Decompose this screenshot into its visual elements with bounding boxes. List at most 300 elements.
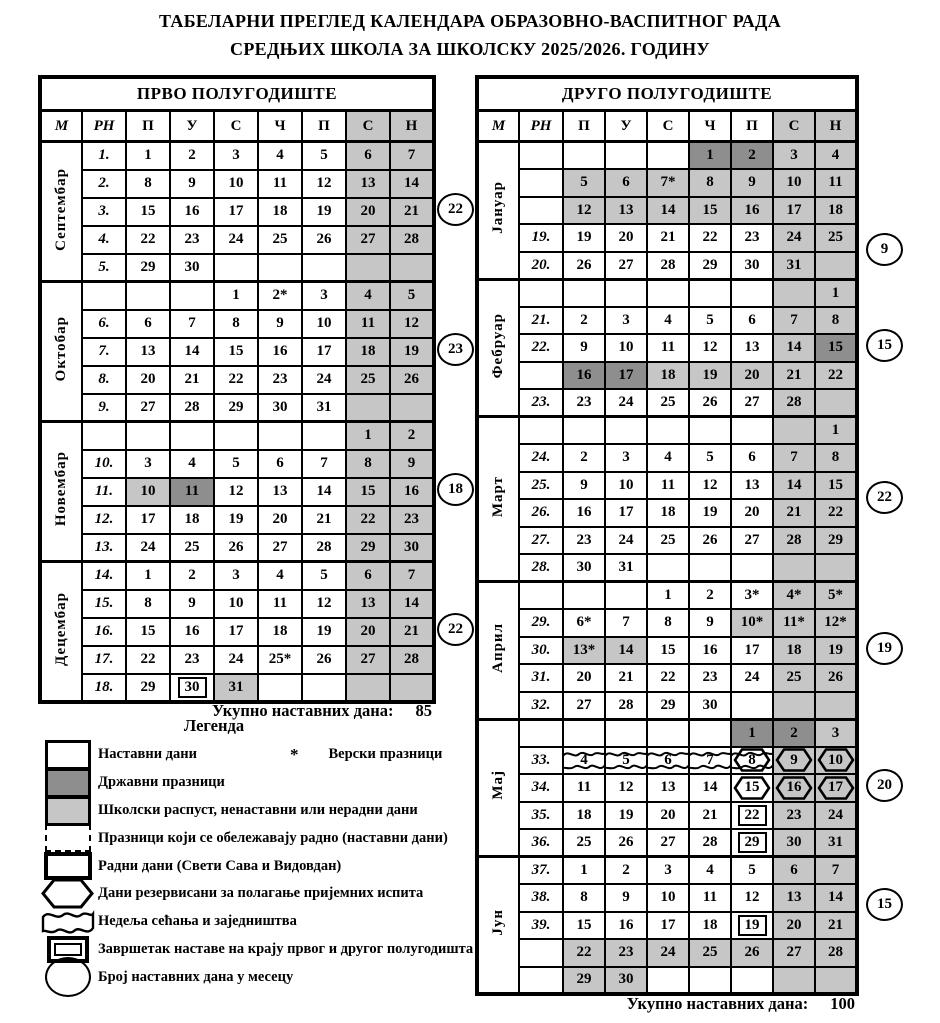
day-number: 30 bbox=[272, 398, 288, 415]
day-number: 3 bbox=[790, 147, 798, 163]
day-number: 11 bbox=[184, 483, 200, 499]
day-cell bbox=[815, 829, 857, 857]
day-number: 30 bbox=[618, 971, 634, 988]
day-cell bbox=[605, 307, 647, 335]
day-cell bbox=[815, 582, 857, 610]
day-number: 10 bbox=[618, 476, 634, 493]
day-cell bbox=[126, 534, 170, 562]
day-number: 7 bbox=[790, 449, 798, 466]
page-title-line2: СРЕДЊИХ ШКОЛА ЗА ШКОЛСКУ 2025/2026. ГОДИНУ bbox=[230, 39, 710, 59]
day-number: 21 bbox=[702, 806, 718, 823]
month-label bbox=[477, 417, 519, 582]
day-cell bbox=[563, 582, 605, 610]
day-number: 5 bbox=[232, 455, 240, 471]
day-number: 17 bbox=[618, 504, 634, 521]
day-cell bbox=[214, 534, 258, 562]
day-cell bbox=[605, 142, 647, 170]
day-header-cell: П bbox=[563, 111, 605, 142]
legend bbox=[38, 741, 558, 991]
day-cell bbox=[170, 142, 214, 170]
day-cell bbox=[731, 609, 773, 637]
day-number: 12 bbox=[316, 175, 332, 191]
day-cell bbox=[214, 590, 258, 618]
day-cell bbox=[346, 618, 390, 646]
day-cell bbox=[731, 967, 773, 995]
legend-swatch bbox=[38, 824, 98, 852]
day-cell bbox=[302, 170, 346, 198]
day-header-cell: Ч bbox=[258, 111, 302, 142]
day-cell bbox=[731, 362, 773, 390]
day-number: 22 bbox=[660, 669, 676, 686]
day-cell bbox=[346, 394, 390, 422]
day-number: 15 bbox=[576, 916, 592, 933]
day-cell bbox=[773, 169, 815, 197]
day-number: 6 bbox=[364, 147, 372, 164]
day-cell bbox=[563, 499, 605, 527]
day-number: 20 bbox=[744, 504, 760, 521]
day-cell bbox=[170, 282, 214, 310]
day-cell bbox=[302, 450, 346, 478]
day-cell bbox=[258, 310, 302, 338]
day-cell bbox=[126, 674, 170, 702]
day-cell bbox=[390, 366, 434, 394]
day-number: 3 bbox=[232, 567, 240, 584]
day-number: 25 bbox=[828, 229, 843, 246]
day-cell bbox=[647, 857, 689, 885]
day-cell bbox=[689, 967, 731, 995]
day-number: 18 bbox=[576, 806, 592, 823]
day-number: 19 bbox=[618, 806, 634, 823]
day-number: 17 bbox=[228, 203, 244, 219]
day-header-cell: С bbox=[214, 111, 258, 142]
day-cell bbox=[214, 450, 258, 478]
month-name: Новембар bbox=[53, 451, 69, 527]
day-cell bbox=[258, 618, 302, 646]
month-name: Март bbox=[490, 475, 506, 518]
day-number: 16 bbox=[702, 641, 718, 658]
day-number: 14 bbox=[618, 641, 634, 658]
legend-item bbox=[38, 741, 558, 769]
legend-swatch bbox=[38, 908, 98, 936]
day-number: 17 bbox=[618, 366, 634, 383]
legend-swatch bbox=[38, 769, 98, 797]
day-number: 4 bbox=[188, 455, 196, 471]
day-number: 31 bbox=[828, 834, 843, 850]
day-number: 26 bbox=[404, 371, 419, 387]
month-label bbox=[477, 142, 519, 280]
day-cell bbox=[214, 618, 258, 646]
month-label bbox=[40, 562, 82, 702]
legend-title: Легенда bbox=[183, 716, 245, 735]
day-number: 11 bbox=[702, 889, 718, 906]
day-cell bbox=[563, 802, 605, 830]
day-cell bbox=[731, 554, 773, 582]
day-number: 27 bbox=[660, 834, 676, 850]
day-cell bbox=[815, 637, 857, 665]
day-cell bbox=[346, 450, 390, 478]
day-number: 9 bbox=[580, 339, 588, 356]
day-number: 27 bbox=[272, 538, 288, 555]
teaching-days-count-badge: 23 bbox=[437, 333, 474, 366]
day-cell bbox=[126, 618, 170, 646]
day-cell bbox=[731, 664, 773, 692]
day-cell bbox=[731, 939, 773, 967]
day-number: 21 bbox=[404, 203, 419, 219]
day-cell bbox=[214, 674, 258, 702]
week-number-cell bbox=[519, 362, 563, 390]
day-cell bbox=[689, 389, 731, 417]
day-number: 17 bbox=[140, 511, 156, 527]
day-cell bbox=[258, 198, 302, 226]
day-cell bbox=[647, 609, 689, 637]
day-number: 6 bbox=[144, 315, 152, 331]
day-cell bbox=[258, 226, 302, 254]
day-number: 16 bbox=[618, 916, 634, 933]
day-cell bbox=[773, 829, 815, 857]
day-cell bbox=[689, 444, 731, 472]
day-cell bbox=[605, 747, 647, 775]
day-cell bbox=[126, 198, 170, 226]
day-number: 19 bbox=[316, 203, 332, 219]
day-cell bbox=[605, 802, 647, 830]
day-number: 1 bbox=[664, 587, 672, 603]
day-cell bbox=[346, 478, 390, 506]
day-number: 31 bbox=[228, 678, 244, 695]
day-cell bbox=[214, 506, 258, 534]
day-cell bbox=[815, 499, 857, 527]
day-cell bbox=[563, 444, 605, 472]
day-number: 26 bbox=[618, 834, 634, 850]
day-number: 14 bbox=[660, 201, 676, 218]
week-number-cell: 16. bbox=[82, 618, 126, 646]
day-cell bbox=[731, 499, 773, 527]
day-cell bbox=[214, 254, 258, 282]
day-number: 30 bbox=[404, 538, 419, 555]
day-number: 24 bbox=[618, 394, 634, 410]
day-cell bbox=[214, 422, 258, 450]
legend-swatch-school-break bbox=[45, 796, 91, 826]
day-cell bbox=[731, 719, 773, 747]
day-cell bbox=[773, 609, 815, 637]
day-cell bbox=[815, 142, 857, 170]
total-teaching-days-second bbox=[475, 994, 855, 1014]
day-number: 23 bbox=[786, 806, 802, 823]
day-cell bbox=[689, 884, 731, 912]
legend-swatch-working-day bbox=[44, 852, 92, 880]
day-number: 26 bbox=[702, 531, 718, 548]
day-cell bbox=[258, 338, 302, 366]
legend-swatch bbox=[38, 741, 98, 769]
day-cell bbox=[563, 664, 605, 692]
day-header-cell: П bbox=[731, 111, 773, 142]
day-cell bbox=[346, 338, 390, 366]
month-label bbox=[477, 582, 519, 720]
day-cell bbox=[390, 226, 434, 254]
day-header-cell: РН bbox=[82, 111, 126, 142]
week-number-cell: 2. bbox=[82, 170, 126, 198]
day-number: 23 bbox=[272, 371, 288, 387]
day-cell bbox=[126, 338, 170, 366]
day-number: 30 bbox=[178, 677, 207, 698]
day-number: 16 bbox=[184, 203, 200, 219]
day-cell bbox=[647, 142, 689, 170]
week-number-cell bbox=[82, 282, 126, 310]
day-number: 9 bbox=[580, 476, 588, 493]
day-number: 2 bbox=[188, 147, 196, 164]
day-number: 26 bbox=[702, 394, 718, 410]
day-cell bbox=[731, 252, 773, 280]
day-cell bbox=[689, 829, 731, 857]
day-cell bbox=[390, 450, 434, 478]
day-number: 3 bbox=[831, 724, 840, 741]
day-number: 18 bbox=[360, 343, 376, 359]
day-cell bbox=[731, 169, 773, 197]
day-cell bbox=[302, 226, 346, 254]
legend-swatch bbox=[38, 852, 98, 880]
day-cell bbox=[258, 142, 302, 170]
day-number: 31 bbox=[618, 559, 634, 575]
day-number: 14 bbox=[404, 175, 419, 191]
semester-table-first bbox=[38, 75, 436, 704]
day-number: 25 bbox=[184, 538, 200, 555]
day-cell bbox=[731, 389, 773, 417]
day-cell bbox=[214, 310, 258, 338]
day-number: 16 bbox=[744, 201, 760, 218]
day-cell bbox=[773, 857, 815, 885]
day-number: 19 bbox=[738, 915, 767, 936]
day-number: 25* bbox=[268, 651, 292, 667]
day-number: 21 bbox=[404, 623, 419, 639]
day-cell bbox=[302, 478, 346, 506]
day-cell bbox=[302, 590, 346, 618]
day-cell bbox=[731, 802, 773, 830]
day-number: 29 bbox=[660, 696, 676, 713]
day-number: 15 bbox=[702, 201, 718, 218]
day-number: 3* bbox=[744, 587, 760, 603]
day-number: 28 bbox=[404, 651, 419, 667]
day-cell bbox=[302, 422, 346, 450]
day-cell bbox=[346, 422, 390, 450]
day-number: 6 bbox=[276, 455, 284, 471]
week-number-cell: 36. bbox=[519, 829, 563, 857]
day-cell bbox=[563, 719, 605, 747]
day-number: 13* bbox=[572, 641, 596, 658]
day-number: 2 bbox=[790, 724, 798, 741]
legend-swatch bbox=[38, 880, 98, 908]
day-number: 15 bbox=[828, 339, 843, 356]
day-number: 21 bbox=[316, 511, 332, 527]
day-number: 27 bbox=[744, 531, 760, 548]
day-number: 24 bbox=[744, 669, 760, 686]
week-number-cell bbox=[519, 417, 563, 445]
day-cell bbox=[346, 310, 390, 338]
day-cell bbox=[731, 197, 773, 225]
day-cell bbox=[731, 472, 773, 500]
day-cell bbox=[773, 719, 815, 747]
day-cell bbox=[647, 637, 689, 665]
day-number: 7 bbox=[706, 751, 714, 768]
day-cell bbox=[647, 582, 689, 610]
day-number: 25 bbox=[660, 531, 676, 548]
day-cell bbox=[815, 664, 857, 692]
day-cell bbox=[390, 254, 434, 282]
day-number: 18 bbox=[660, 366, 676, 383]
day-cell bbox=[689, 857, 731, 885]
day-cell bbox=[258, 534, 302, 562]
day-number: 29 bbox=[738, 832, 767, 853]
asterisk-icon: * bbox=[290, 744, 299, 764]
day-number: 12 bbox=[618, 779, 634, 796]
day-number: 22 bbox=[360, 511, 376, 527]
day-number: 26 bbox=[576, 256, 592, 273]
day-cell bbox=[605, 472, 647, 500]
day-number: 23 bbox=[744, 229, 760, 246]
day-header-cell: М bbox=[40, 111, 82, 142]
day-cell bbox=[773, 252, 815, 280]
day-cell bbox=[815, 417, 857, 445]
day-number: 20 bbox=[360, 623, 376, 639]
day-cell bbox=[170, 618, 214, 646]
day-cell bbox=[302, 646, 346, 674]
day-number: 11 bbox=[660, 476, 676, 493]
week-number-cell: 28. bbox=[519, 554, 563, 582]
day-cell bbox=[170, 338, 214, 366]
day-cell bbox=[605, 499, 647, 527]
week-number-cell: 33. bbox=[519, 747, 563, 775]
day-cell bbox=[773, 444, 815, 472]
day-cell bbox=[815, 472, 857, 500]
day-number: 14 bbox=[316, 483, 332, 499]
day-cell bbox=[258, 450, 302, 478]
week-number-cell: 26. bbox=[519, 499, 563, 527]
day-cell bbox=[605, 912, 647, 940]
day-cell bbox=[346, 590, 390, 618]
day-number: 6* bbox=[576, 614, 592, 631]
day-number: 2 bbox=[580, 311, 588, 328]
day-cell bbox=[689, 747, 731, 775]
day-cell bbox=[773, 637, 815, 665]
page-title-line1: ТАБЕЛАРНИ ПРЕГЛЕД КАЛЕНДАРА ОБРАЗОВНО-ВАСПИТНОГ РАДА bbox=[158, 11, 782, 31]
day-number: 9 bbox=[407, 455, 416, 471]
day-cell bbox=[815, 307, 857, 335]
day-number: 15 bbox=[828, 476, 843, 493]
day-cell bbox=[815, 334, 857, 362]
day-cell bbox=[689, 472, 731, 500]
day-number: 27 bbox=[618, 256, 634, 273]
day-cell bbox=[689, 362, 731, 390]
day-number: 2 bbox=[622, 862, 630, 878]
day-cell bbox=[563, 967, 605, 995]
day-number: 17 bbox=[660, 916, 676, 933]
day-cell bbox=[258, 170, 302, 198]
day-cell bbox=[563, 169, 605, 197]
day-number: 6 bbox=[748, 311, 756, 328]
month-name: Април bbox=[490, 622, 506, 673]
day-cell bbox=[390, 394, 434, 422]
day-number: 25 bbox=[786, 669, 802, 686]
day-number: 10 bbox=[228, 175, 244, 191]
teaching-days-count-badge: 15 bbox=[866, 888, 903, 921]
day-number: 29 bbox=[360, 538, 376, 555]
day-cell bbox=[214, 142, 258, 170]
week-number-cell: 3. bbox=[82, 198, 126, 226]
teaching-days-count-badge: 22 bbox=[437, 193, 474, 226]
day-cell bbox=[689, 802, 731, 830]
day-cell bbox=[605, 582, 647, 610]
day-cell bbox=[126, 142, 170, 170]
day-number: 3 bbox=[320, 287, 328, 304]
day-cell bbox=[126, 422, 170, 450]
day-cell bbox=[647, 664, 689, 692]
teaching-days-count-badge: 9 bbox=[866, 233, 903, 266]
day-cell bbox=[126, 562, 170, 590]
week-number-cell: 11. bbox=[82, 478, 126, 506]
day-number: 22 bbox=[576, 944, 592, 961]
day-cell bbox=[605, 637, 647, 665]
day-cell bbox=[605, 169, 647, 197]
day-cell bbox=[647, 747, 689, 775]
day-cell bbox=[258, 674, 302, 702]
day-number: 21 bbox=[828, 916, 843, 933]
day-number: 26 bbox=[744, 944, 760, 961]
day-number: 19 bbox=[702, 504, 718, 521]
day-number: 17 bbox=[828, 779, 843, 796]
day-cell bbox=[126, 450, 170, 478]
day-cell bbox=[815, 774, 857, 802]
week-number-cell: 35. bbox=[519, 802, 563, 830]
day-cell bbox=[731, 527, 773, 555]
day-number: 20 bbox=[744, 366, 760, 383]
day-cell bbox=[170, 646, 214, 674]
day-cell bbox=[126, 646, 170, 674]
day-number: 1 bbox=[364, 427, 372, 444]
day-cell bbox=[773, 499, 815, 527]
day-cell bbox=[214, 170, 258, 198]
day-cell bbox=[563, 252, 605, 280]
day-number: 3 bbox=[664, 862, 672, 878]
day-cell bbox=[773, 774, 815, 802]
day-cell bbox=[605, 554, 647, 582]
month-label bbox=[477, 279, 519, 417]
day-cell bbox=[258, 478, 302, 506]
day-cell bbox=[563, 279, 605, 307]
day-cell bbox=[773, 664, 815, 692]
day-number: 18 bbox=[272, 203, 288, 219]
day-number: 17 bbox=[316, 343, 332, 359]
day-number: 29 bbox=[576, 971, 592, 988]
day-cell bbox=[731, 444, 773, 472]
week-number-cell: 32. bbox=[519, 692, 563, 720]
day-header-cell: Ч bbox=[689, 111, 731, 142]
week-number-cell bbox=[519, 197, 563, 225]
day-number: 4 bbox=[364, 287, 372, 304]
day-number: 24 bbox=[618, 531, 634, 548]
week-number-cell: 6. bbox=[82, 310, 126, 338]
day-cell bbox=[214, 198, 258, 226]
day-cell bbox=[647, 829, 689, 857]
day-cell bbox=[563, 857, 605, 885]
day-number: 18 bbox=[184, 511, 200, 527]
day-cell bbox=[170, 198, 214, 226]
month-name: Фебруар bbox=[490, 312, 506, 378]
day-number: 24 bbox=[316, 371, 332, 387]
legend-label: Празници који се обележавају радно (наставни дани) bbox=[98, 829, 448, 846]
week-number-cell: 34. bbox=[519, 774, 563, 802]
day-cell bbox=[647, 444, 689, 472]
day-number: 28 bbox=[786, 394, 802, 410]
day-cell bbox=[214, 226, 258, 254]
day-cell bbox=[126, 394, 170, 422]
